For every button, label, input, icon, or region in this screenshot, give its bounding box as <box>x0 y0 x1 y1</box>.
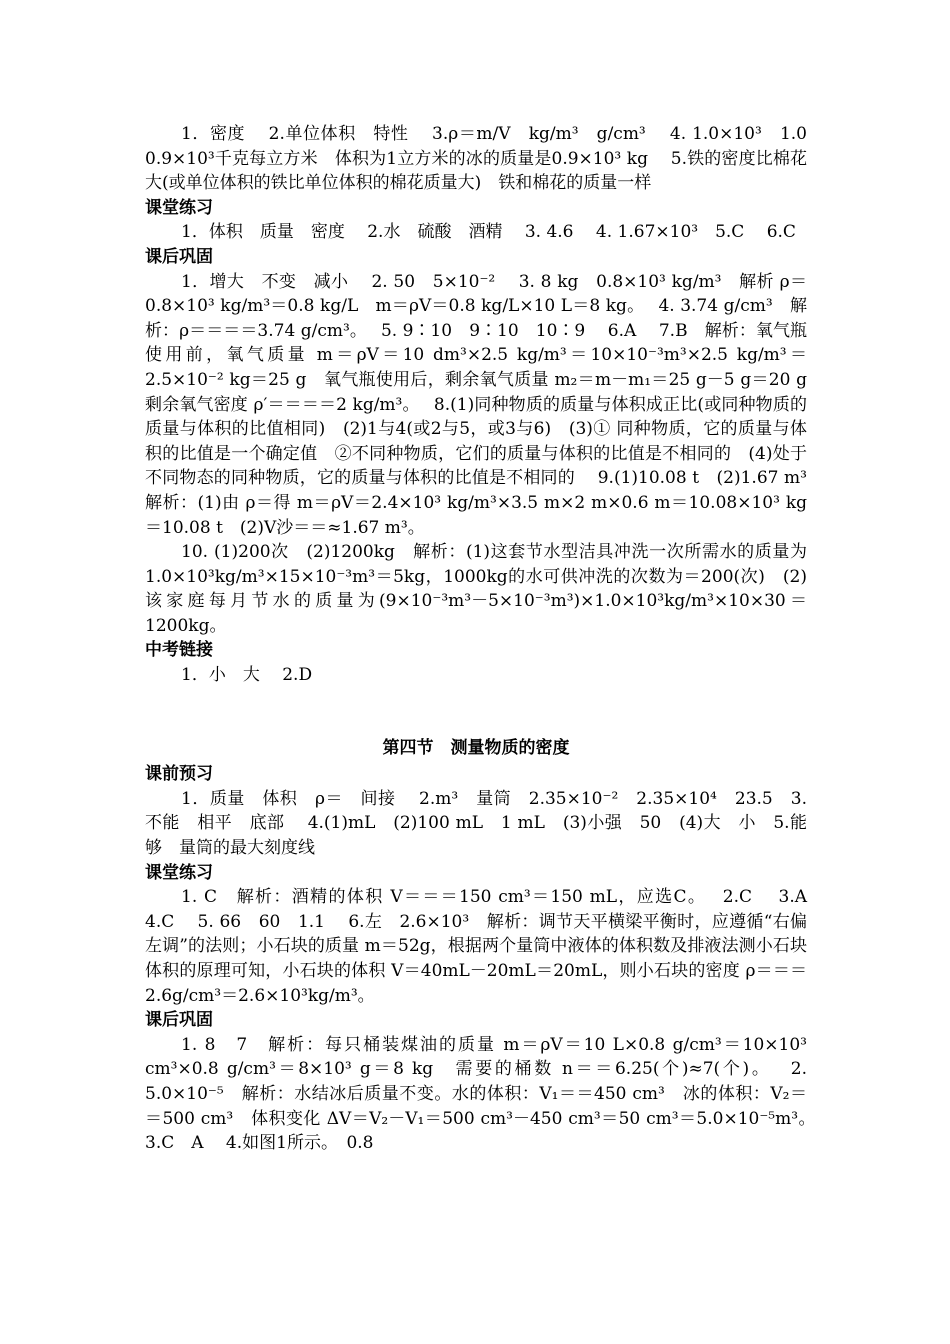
exam-link-answers: 1．小 大 2.D <box>181 665 313 686</box>
preview-answers: 1．质量 体积 ρ＝ 间接 2.m³ 量筒 2.35×10⁻² 2.35×10⁴ 23.5 3.不能 相平 底部 4.(1)mL (2)100 mL 1 mL (3)小强 50 (4)大 小 5.能够 量筒的最大刻度线 <box>145 788 807 859</box>
part1-intro: 1．密度 2.单位体积 特性 3.ρ＝m/V kg/m³ g/cm³ 4. 1.0×10³ 1.0 0.9×10³千克每立方米 体积为1立方米的冰的质量是0.9×10³ kg 5.铁的密度比棉花大(或单位体积的铁比单位体积的棉花质量大) 铁和棉花的质量一样 <box>145 124 824 194</box>
section-heading-after-class: 课后巩固 <box>145 246 213 267</box>
section-heading-preview: 课前预习 <box>145 764 213 785</box>
after-class-answers-2: 1. 8 7 解析：每只桶装煤油的质量 m＝ρV＝10 L×0.8 g/cm³＝10×10³ cm³×0.8 g/cm³＝8×10³ g＝8 kg 需要的桶数 n＝＝6.25(个)≈7(个)。 2. 5.0×10⁻⁵ 解析：水结冰后质量不变。水的体积：V₁＝＝450 cm³ 冰的体积：V₂＝＝500 cm³ 体积变化 ΔV＝V₂－V₁＝500 cm³－450 cm³＝50 cm³＝5.0×10⁻⁵m³。 3.C A 4.如图1所示。 0.8 <box>145 1034 824 1154</box>
section-title-measure-density: 第四节 测量物质的密度 <box>382 737 570 758</box>
after-class-answer-10: 10. (1)200次 (2)1200kg 解析：(1)这套节水型洁具冲洗一次所需水的质量为1.0×10³kg/m³×15×10⁻³m³＝5kg，1000kg的水可供冲洗的次数为＝200(次) (2)该家庭每月节水的质量为(9×10⁻³m³－5×10⁻³m³)×1.0×10³kg/m³×10×30＝1200kg。 <box>145 542 807 636</box>
answer-page <box>145 122 824 1156</box>
classroom-practice-answers-2: 1. C 解析：酒精的体积 V＝＝＝150 cm³＝150 mL，应选C。 2.C 3.A 4.C 5. 66 60 1.1 6.左 2.6×10³ 解析：调节天平横梁平衡时，应遵循“右偏左调”的法则；小石块的质量 m＝52g，根据两个量筒中液体的体积数及排液法测小石块体积的原理可知，小石块的体积 V＝40mL－20mL＝20mL，则小石块的密度 ρ＝＝＝2.6g/cm³＝2.6×10³kg/m³。 <box>145 887 824 1006</box>
section-heading-classroom-practice-2: 课堂练习 <box>145 862 213 883</box>
section-heading-after-class-2: 课后巩固 <box>145 1010 213 1031</box>
section-heading-classroom-practice: 课堂练习 <box>145 197 213 218</box>
after-class-answers-1-9: 1．增大 不变 减小 2. 50 5×10⁻² 3. 8 kg 0.8×10³ kg/m³ 解析 ρ＝0.8×10³ kg/m³＝0.8 kg/L m＝ρV＝0.8 kg/L×10 L＝8 kg。 4. 3.74 g/cm³ 解析：ρ＝＝＝＝3.74 g/cm³。 5. 9∶10 9∶10 10∶9 6.A 7.B 解析：氧气瓶使用前，氧气质量 m＝ρV＝10 dm³×2.5 kg/m³＝10×10⁻³m³×2.5 kg/m³＝2.5×10⁻² kg＝25 g 氧气瓶使用后，剩余氧气质量 m₂＝m－m₁＝25 g－5 g＝20 g 剩余氧气密度 ρ′＝＝＝＝2 kg/m³。 8.(1)同种物质的质量与体积成正比(或同种物质的质量与体积的比值相同) (2)1与4(或2与5，或3与6) (3)① 同种物质，它的质量与体积的比值是一个确定值 ②不同种物质，它们的质量与体积的比值是不相同的 (4)处于不同物态的同种物质，它的质量与体积的比值是不相同的 9.(1)10.08 t (2)1.67 m³ 解析：(1)由 ρ＝得 m＝ρV＝2.4×10³ kg/m³×3.5 m×2 m×0.6 m＝10.08×10³ kg＝10.08 t (2)V沙＝＝≈1.67 m³。 <box>145 271 824 538</box>
classroom-practice-answers: 1．体积 质量 密度 2.水 硫酸 酒精 3. 4.6 4. 1.67×10³ 5.C 6.C <box>181 222 796 243</box>
section-heading-exam-link: 中考链接 <box>145 640 213 661</box>
